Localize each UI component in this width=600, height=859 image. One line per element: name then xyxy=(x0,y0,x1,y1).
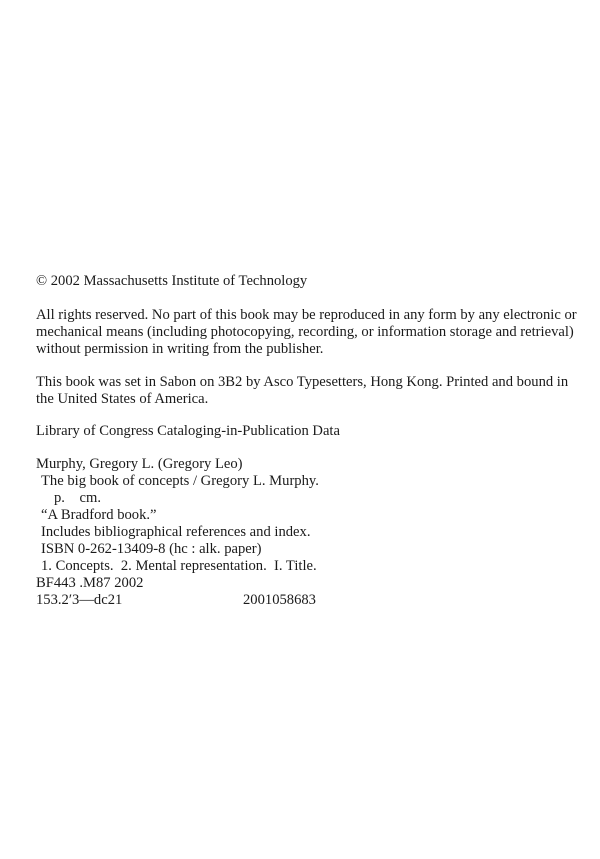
typesetting-paragraph xyxy=(36,374,588,408)
typesetting-line: the United States of America. xyxy=(36,391,209,407)
rights-reserved-paragraph xyxy=(36,307,588,358)
typesetting-line: This book was set in Sabon on 3B2 by Asco Typesetters, Hong Kong. Printed and bound in xyxy=(36,374,569,390)
cip-lccn: 2001058683 xyxy=(243,592,316,608)
cip-collation: p. cm. xyxy=(54,490,102,506)
cip-note-bradford: “A Bradford book.” xyxy=(41,507,157,523)
cip-heading: Library of Congress Cataloging-in-Publication Data xyxy=(36,423,340,439)
rights-line: mechanical means (including photocopying, recording, or information storage and retrieval) xyxy=(36,324,574,340)
cip-note-refs: Includes bibliographical references and index. xyxy=(41,524,311,540)
cip-author: Murphy, Gregory L. (Gregory Leo) xyxy=(36,456,243,472)
cip-dewey-row xyxy=(36,592,588,609)
copyright-line: © 2002 Massachusetts Institute of Technology xyxy=(36,273,308,289)
rights-line: All rights reserved. No part of this book may be reproduced in any form by any electronic or xyxy=(36,307,577,323)
cip-lc-call-number: BF443 .M87 2002 xyxy=(36,575,144,591)
cip-title: The big book of concepts / Gregory L. Murphy. xyxy=(41,473,319,489)
cip-subjects: 1. Concepts. 2. Mental representation. I. Title. xyxy=(41,558,317,574)
cip-dewey: 153.2′3—dc21 xyxy=(36,592,123,608)
cip-isbn: ISBN 0-262-13409-8 (hc : alk. paper) xyxy=(41,541,262,557)
rights-line: without permission in writing from the publisher. xyxy=(36,341,324,357)
copyright-notice xyxy=(36,273,588,290)
cip-record xyxy=(36,456,588,609)
